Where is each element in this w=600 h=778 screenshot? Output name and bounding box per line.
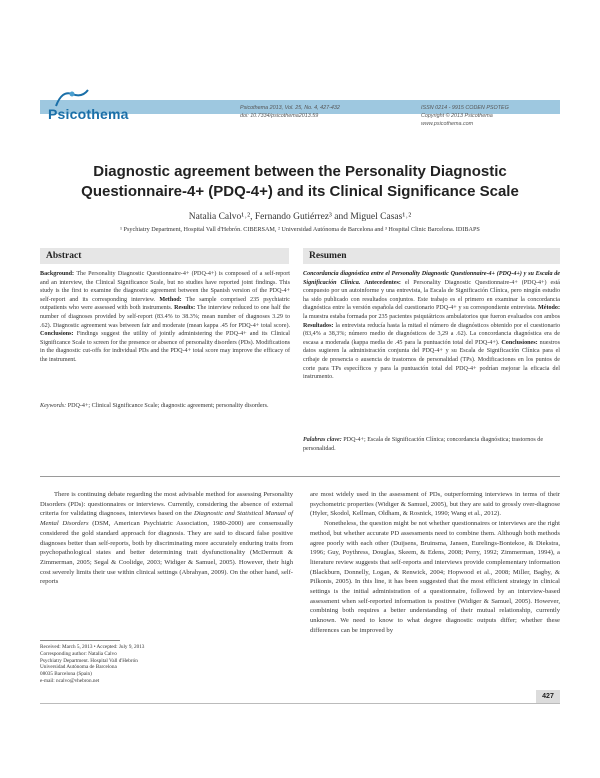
corresponding-author: Corresponding author: Natalia Calvo [40,650,117,657]
email-link[interactable]: e-mail: ncalvo@vhebron.net [40,677,100,684]
background-label: Background: [40,271,75,277]
results-text: The interview reduced to one half the number of diagnoses provided by self-report (83.4% to 38.3%; mean number of diagnoses 3.29 to .62). Diagnostic agreement was between fair and moderate (mean kappa .45 for PDQ-4+ total score). [40,305,291,329]
author-list: Natalia Calvo¹˒², Fernando Gutiérrez³ and Miguel Casas¹˒² [188,212,412,222]
abstract-divider [40,476,560,477]
body-right-column [310,490,560,636]
keywords-label: Keywords: [40,403,67,409]
issn-line: ISSN 0214 - 9915 CODEN PSOTEG [421,105,509,111]
citation-line: Psicothema 2013, Vol. 25, No. 4, 427-432 [240,105,340,111]
abstract-es-body [303,270,560,382]
conclusiones-text: nuestros datos sugieren la administración conjunta del PDQ-4+ y su Escala de Significación Clínica para el cribaje de presencia o ausencia de trastornos de personalidad (TPs). Modificaciones en los puntos de corte para TPs específicos y para la puntuación total del PDQ-4+ podrían mejorar la eficacia del instrumento. [303,339,560,381]
keywords-es [303,436,560,453]
conclusions-label: Conclusions: [40,331,74,338]
palabras-clave-label: Palabras clave: [303,437,342,443]
university-line: Universidad Autónoma de Barcelona [40,664,117,671]
metodo-label: Método: [538,305,560,312]
abstract-en-body [40,270,290,365]
doi-line[interactable]: doi: 10.7334/psicothema2013.59 [240,113,319,119]
website-link[interactable]: www.psicothema.com [421,121,474,127]
keywords-en [40,402,290,411]
right-paragraph-1: are most widely used in the assessment of PDs, outperforming interviews in terms of their psychometric properties (Widiger & Samuel, 2005), but they are said to grossly over-diagnose (Hyler, Skodol, Kellman, Oldham, & Rosnick, 1990; Wang et al., 2012). [310,491,560,518]
journal-citation [240,104,400,120]
intro-paragraph-rest: (DSM, American Psychiatric Association, 1980-2000) are consensually considered the gold standard approach for diagnosis. They are said to discard false positive diagnoses better than self-reports, both by discriminating more accurately enduring traits from psychopathological states and better determining trait dysfunctionality (McDermutt & Zimmerman, 2005; Segal & Coolidge, 2003; Widiger & Samuel, 2005). However, their high cost severely limits their use within clinical settings (Abrahyan, 2009). On the other hand, self-reports [40,520,293,586]
method-text: The sample comprised 235 psychiatric outpatients who were assessed with both instruments. [40,296,290,312]
conclusions-text: Findings suggest the utility of jointly administering the PDQ-4+ and its Clinical Significance Scale to screen for the presence or absence of personality disorders (PDs). Modifications in the diagnostic cut-offs for individual PDs and the PDQ-4+ total score may improve the efficacy of the instrument. [40,331,290,363]
right-paragraph-2: Nonetheless, the question might be not whether questionnaires or interviews are the right method, but whether accurate PD assessments need to combine them. Although both methods agree poorly with each other (Duijsens, Bruinsma, Jansen, Eurelings-Bontekoe, & Diekstra, 1996; Guy, Poythress, Douglas, Skeem, & Edens, 2008; Perry, 1992; Zimmerman, 1994), a literature review suggests that self-reports and interviews provide complementary information (Blackburn, Donnelly, Logan, & Renwick, 2004; Hopwood et al., 2008; Miller, Bagby, & Pilkonis, 2005). In this line, it has been suggested that the most efficient strategy in clinical settings is the initial administration of a questionnaire, followed by an interview-based assessment when self-reported information is positive (Widiger & Samuel, 2005). However, combining both requires a better understanding of their mutual relationship, currently unknown. We need to know to what degree diagnostic outputs differ; whether these differences can be improved by [310,520,560,634]
body-left-column [40,490,293,587]
department-line: Psychiatry Department. Hospital Vall d'Hebrón [40,657,138,664]
journal-rights [421,104,561,128]
page-bottom-rule [40,703,560,704]
psicothema-logo-icon [52,88,92,108]
antecedentes-label: Antecedentes: [364,279,401,286]
copyright-line: Copyright © 2013 Psicothema [421,113,493,119]
method-label: Method: [159,296,182,303]
spanish-title: Concordancia diagnóstica entre el Personality Diagnostic Questionnaire-4+ (PDQ-4+) y su Escala de Significación Clínica. [303,271,560,286]
antecedentes-text: el Personality Diagnostic Questionnaire-4+ (PDQ-4+) está compuesto por un autoinforme y una entrevista, la Escala de Significación Clínica, pero ningún estudio ha sido publicado con resultados conjuntos. Este trabajo es el primero en examinar la concordancia diagnóstica entre la versión española del cuestionario PDQ-4+ y su correspondiente entrevista. [303,279,560,312]
background-text: The Personality Diagnostic Questionnaire-4+ (PDQ-4+) is composed of a self-report and an interview, the Clinical Significance Scale, but no studies have reported joint findings. This study is the first to examine the diagnostic agreement between the Spanish version of the PDQ-4+ self-report and its corresponding interview. [40,271,290,303]
resultados-label: Resultados: [303,322,334,329]
resultados-text: la entrevista reducía hasta la mitad el número de diagnósticos obtenido por el cuestionario (83,4% a 38,3%; número medio de diagnósticos de 3,29 a .62). La concordancia diagnóstica era de escasa a moderada (kappa media de .45 para la puntuación total del PDQ-4+). [303,322,560,346]
footnote-rule [40,640,120,641]
intro-paragraph-start: There is continuing debate regarding the most advisable method for assessing Personality Disorders (PDs): questionnaires or interviews. Currently, considering the absence of external criteria for validating diagnoses, interviews based on the [40,491,293,518]
conclusiones-label: Conclusiones: [501,339,538,346]
journal-logo-text: Psicothema [48,106,129,122]
received-line: Received: March 5, 2013 • Accepted: July 9, 2013 [40,644,145,650]
title-line-2: Questionnaire-4+ (PDQ-4+) and its Clinical Significance Scale [81,183,519,200]
title-line-1: Diagnostic agreement between the Personality Diagnostic [93,163,507,180]
article-title [60,162,540,202]
city-line: 08035 Barcelona (Spain) [40,671,92,678]
palabras-clave-text: PDQ-4+; Escala de Significación Clínica; concordancia diagnóstica; trastornos de personalidad. [303,437,544,452]
results-label: Results: [174,305,196,312]
metodo-text: la muestra estaba formada por 235 pacientes psiquiátricos ambulatorios que fueron evaluados con ambos [303,313,560,320]
dsm-title: Diagnostic and Statistical Manual of Mental Disorders [40,510,293,528]
correspondence-footnote [40,644,295,685]
abstract-heading: Abstract [40,248,289,264]
keywords-text: PDQ-4+; Clinical Significance Scale; diagnostic agreement; personality disorders. [66,403,269,409]
affiliations: ¹ Psychiatry Department, Hospital Vall d'Hebrón. CIBERSAM, ² Universidad Autónoma de Barcelona and ³ Hospital Clinic Barcelona. IDIBAPS [120,226,480,233]
resumen-heading: Resumen [303,248,560,264]
page-number: 427 [536,690,560,703]
